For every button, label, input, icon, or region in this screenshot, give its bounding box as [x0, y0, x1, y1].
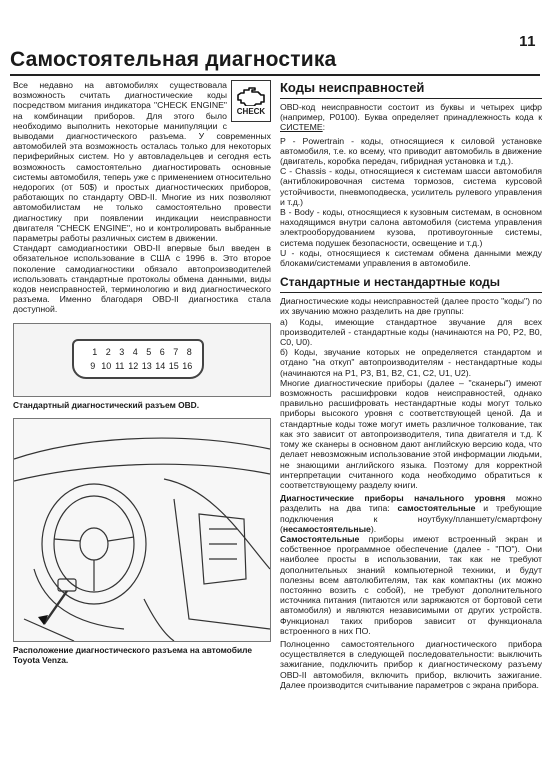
standalone-body: приборы имеют встроенный экран и собственное программное обеспечение (далее - "ПО"). Они наиболее просты в использовании, так как не требуют дополнительных знаний компьютерной техники, и будут полезны всем автолюбителям, так как компактны (их можно постоянно возить с собой), не требуют дополнительного источника питания (питаются или заряжаются от бортовой сети автомобиля) и являются независимыми от других устройств. Функционал таких приборов зависит от функционала встроенного в них ПО.: [280, 533, 542, 636]
page-title: Самостоятельная диагностика: [10, 48, 540, 76]
obd2-standard-text: Стандарт самодиагностики OBD-II впервые был введен в обязательное использование в США с 1996 в. Это второе поколение самодиагностики обязало автопроизводителей использовать стандартные протоколы обмена данными, виды кодов неисправностей, терминологию и вид диагностического разъема. Именно благодаря OBD-II диагностика стала доступной.: [13, 243, 271, 315]
connector-pin: 8: [186, 346, 192, 357]
section-divider: [280, 292, 542, 293]
procedure-text: Полноценно самостоятельного диагностического прибора осуществляется в следующей последовательности: выключить зажигание, подключить прибор к диагностическому разъему OBD-II автомобиля, включить прибор, включить зажигание. Далее производится считывание параметров с экрана прибора.: [280, 638, 542, 690]
connector-pin: 12: [128, 360, 139, 371]
entry-text-1: можно разделить на два типа:: [280, 493, 542, 514]
right-column: [280, 80, 542, 690]
standard-codes-intro: Диагностические коды неисправностей (далее просто "коды") по их звучанию можно разделить на две группы:: [280, 296, 542, 317]
connector-pin: 3: [119, 346, 125, 357]
connector-pin: 16: [182, 360, 193, 371]
obd-connector-figure: [13, 323, 271, 397]
left-column: [13, 80, 271, 665]
entry-bold-2: самостоятельные: [397, 503, 476, 514]
codes-title: Коды неисправностей: [280, 80, 425, 95]
connector-pin: 15: [168, 360, 179, 371]
code-c-description: C - Chassis - коды, относящиеся к системам шасси автомобиля (антиблокировочная система тормозов, система курсовой устойчивости, пневмоподвеска, усилитель рулевого управления и т.д.): [280, 166, 542, 207]
dashboard-illustration: [14, 419, 270, 641]
codes-intro: [280, 102, 542, 133]
connector-pin-row-1: [88, 347, 196, 357]
check-icon-label: CHECK: [236, 107, 266, 116]
scanners-text: Многие диагностические приборы (далее – "сканеры") имеют возможность расшифровки кодов неисправностей, однако правильно расшифровать нестандартные коды могут только приборы высокого уровня с соответствующей ценой. Да и стандартные коды тоже могут иметь различное толкование, так как это зависит от автопроизводителя, типа двигателя и т.д. К тому же сканеры в основном дают английскую версию кода, что делает невозможным использование этой информации людьми, не знающими английского языка. Поэтому для корректной интерпретации считанного кода необходимо обратиться к соответствующему разделу книги.: [280, 377, 542, 490]
code-b-description: B - Body - коды, относящиеся к кузовным системам, в основном находящимся внутри салона автомобиля (система управления электрооборудованием кузова, противоугонные системы, система подушек безопасности, освещение и т.д.): [280, 207, 542, 248]
intro-block: [13, 80, 271, 243]
entry-level-text: [280, 493, 542, 534]
caption-connector: Стандартный диагностический разъем OBD.: [13, 399, 200, 410]
code-p-description: P - Powertrain - коды, относящиеся к силовой установке автомобиля, т.е. ко всему, что приводит автомобиль в движение (двигатель, коробка передач, гибридная установка и т.д.).: [280, 135, 542, 167]
dashboard-photo: [13, 418, 271, 642]
connector-pin-row-2: [86, 361, 194, 371]
connector-pin: 2: [105, 346, 111, 357]
group-a-text: а) Коды, имеющие стандартное звучание для всех производителей - стандартные коды (начинаются на P0, P2, B0, C0, U0).: [280, 316, 542, 348]
connector-pin: 5: [146, 346, 152, 357]
system-link-text: СИСТЕМЕ: [280, 122, 323, 133]
connector-pin: 13: [141, 360, 152, 371]
intro-text: Все недавно на автомобилях существовала возможность считать диагностические коды посредством мигания индикатора "CHECK ENGINE" на комбинации приборов. Для этого было необходимо выполнить некоторые манипуляции с выводами диагностического разъема. У современных автомобилей эта возможность осталась только для некоторых периферийных систем. Но у автовладельцев и сегодня есть возможность самостоятельно диагностировать основные системы автомобиля, теперь уже с применением относительно недорогих (от 50$) и простых диагностических приборов, работающих по стандарту OBD-II. Многие из них позволяют автомобилистам не только самостоятельно провести диагностику при появлении индикации неисправности двигателя "CHECK ENGINE", но и контролировать выбранные параметры работы различных систем в движении.: [13, 80, 271, 244]
caption-location: Расположение диагностического разъема на автомобиле Toyota Venza.: [13, 644, 252, 665]
entry-bold-1: Диагностические приборы начального уровня: [280, 493, 506, 504]
entry-text-3: ).: [370, 523, 377, 534]
connector-pin: 1: [92, 346, 98, 357]
codes-intro-a: OBD-код неисправности состоит из буквы и четырех цифр (например, P0100). Буква определяет принадлежность кода к: [280, 102, 542, 123]
connector-pin: 14: [155, 360, 166, 371]
connector-pin: 10: [101, 360, 112, 371]
entry-text-2: и требующие подключения к ноутбуку/планшету/смартфону (: [280, 503, 542, 534]
connector-pin: 4: [132, 346, 138, 357]
standalone-text: [280, 534, 542, 636]
obd-connector-outline: [72, 339, 204, 379]
standalone-bold: Самостоятельные: [280, 533, 360, 544]
connector-pin: 9: [90, 360, 96, 371]
engine-icon: [237, 86, 265, 106]
entry-bold-3: несамостоятельные: [282, 523, 371, 534]
connector-pin: 6: [159, 346, 165, 357]
connector-pin: 11: [115, 360, 125, 371]
group-b-text: б) Коды, звучание которых не определяется стандартом и отдано "на откуп" автопроизводителям - нестандартные коды (начинаются на P1, P3, B1, B2, C1, C2, U1, U2).: [280, 347, 542, 378]
standard-codes-title: Стандартные и нестандартные коды: [280, 275, 500, 290]
check-engine-figure: [231, 80, 271, 122]
connector-pin: 7: [173, 346, 179, 357]
page-number: 11: [519, 33, 536, 50]
codes-intro-b: :: [322, 122, 326, 133]
code-u-description: U - коды, относящиеся к системам обмена данными между блоками/системами управления в автомобиле.: [280, 247, 542, 269]
section-divider: [280, 98, 542, 99]
